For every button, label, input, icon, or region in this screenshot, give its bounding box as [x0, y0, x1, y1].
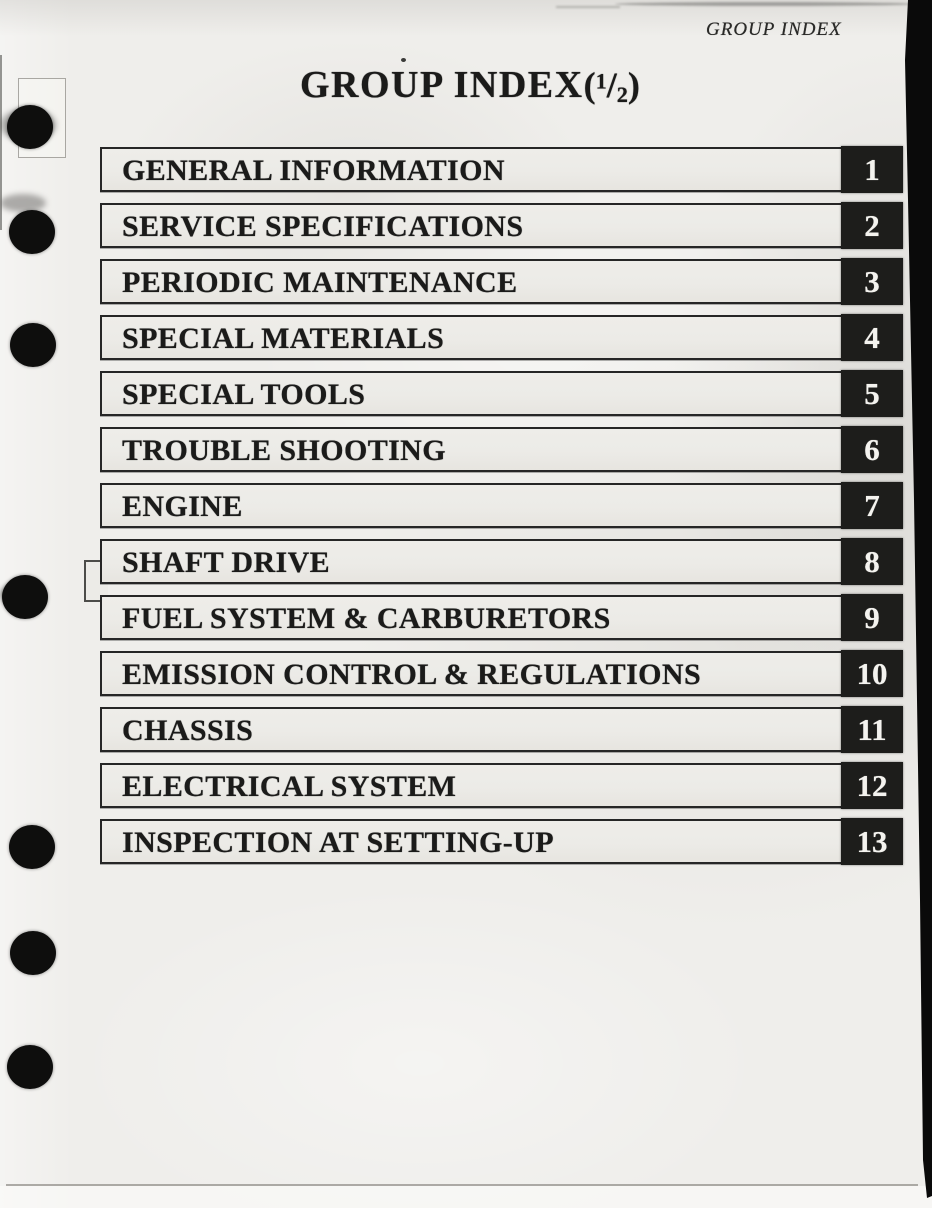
page-title: [300, 63, 640, 108]
index-row: [100, 595, 905, 640]
page-title-text: GROUP INDEX: [300, 64, 584, 106]
section-label: FUEL SYSTEM & CARBURETORS: [122, 602, 611, 635]
section-label: PERIODIC MAINTENANCE: [122, 266, 518, 299]
section-box: [100, 371, 843, 416]
section-label: EMISSION CONTROL & REGULATIONS: [122, 658, 702, 691]
fraction-numerator: 1: [595, 68, 607, 94]
section-box: [100, 147, 843, 192]
section-box: [100, 651, 843, 696]
section-label: ENGINE: [122, 490, 243, 523]
section-number-tab: 9: [841, 594, 903, 641]
title-fraction: $(^1/_2)$: [583, 65, 640, 107]
section-number-tab: 1: [841, 146, 903, 193]
section-number-tab: 13: [841, 818, 903, 865]
index-row: [100, 539, 905, 584]
section-box: [100, 819, 843, 864]
binder-hole: [9, 210, 55, 254]
binder-hole: [10, 931, 56, 975]
section-label: SERVICE SPECIFICATIONS: [122, 210, 524, 243]
fraction-slash: /: [606, 65, 617, 105]
index-row: [100, 203, 905, 248]
index-row: [100, 371, 905, 416]
index-row: [100, 147, 905, 192]
scan-smudge: [615, 2, 915, 6]
section-box: [100, 763, 843, 808]
section-number-tab: 4: [841, 314, 903, 361]
index-row: [100, 427, 905, 472]
section-label: TROUBLE SHOOTING: [122, 434, 446, 467]
section-label: ELECTRICAL SYSTEM: [122, 770, 457, 803]
section-number-tab: 5: [841, 370, 903, 417]
index-row: [100, 315, 905, 360]
section-label: GENERAL INFORMATION: [122, 154, 505, 187]
section-box: [100, 483, 843, 528]
index-row: [100, 707, 905, 752]
scan-dot: [401, 58, 406, 62]
index-row: [100, 483, 905, 528]
section-box: [100, 315, 843, 360]
page-margin: [0, 1186, 932, 1208]
binder-hole: [10, 323, 56, 367]
index-row: [100, 763, 905, 808]
section-number-tab: 11: [841, 706, 903, 753]
binder-hole: [9, 825, 55, 869]
index-row: [100, 819, 905, 864]
section-number-tab: 6: [841, 426, 903, 473]
scan-smudge: [556, 6, 620, 8]
binder-hole: [7, 105, 53, 149]
section-label: CHASSIS: [122, 714, 254, 747]
section-label: INSPECTION AT SETTING-UP: [122, 826, 554, 859]
section-number-tab: 12: [841, 762, 903, 809]
section-box: [100, 539, 843, 584]
section-label: SPECIAL MATERIALS: [122, 322, 445, 355]
section-box: [100, 203, 843, 248]
binder-hole: [7, 1045, 53, 1089]
section-number-tab: 7: [841, 482, 903, 529]
section-label: SPECIAL TOOLS: [122, 378, 366, 411]
index-row: [100, 259, 905, 304]
section-box: [100, 707, 843, 752]
index-row: [100, 651, 905, 696]
section-box: [100, 259, 843, 304]
running-header: GROUP INDEX: [706, 19, 842, 40]
fraction-denominator: 2: [616, 81, 628, 107]
section-number-tab: 3: [841, 258, 903, 305]
binder-hole: [2, 575, 48, 619]
section-label: SHAFT DRIVE: [122, 546, 331, 579]
ink-smear: [0, 194, 46, 212]
section-number-tab: 8: [841, 538, 903, 585]
section-number-tab: 2: [841, 202, 903, 249]
section-box: [100, 427, 843, 472]
section-number-tab: 10: [841, 650, 903, 697]
section-box: [100, 595, 843, 640]
